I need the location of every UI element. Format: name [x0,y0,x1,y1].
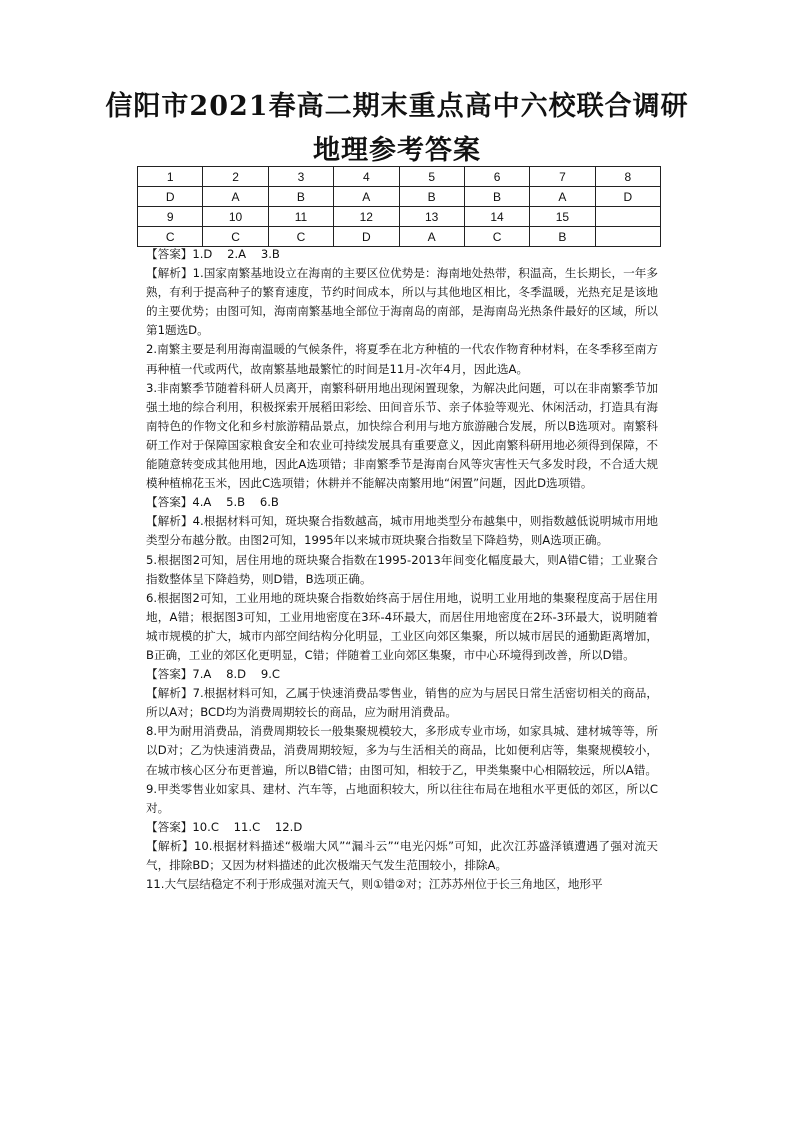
question-number-cell: 15 [530,207,595,227]
answer-cell: B [464,187,529,207]
answer-row [138,187,661,207]
question-number-cell: 14 [464,207,529,227]
document-subtitle: 地理参考答案 [313,135,481,166]
question-number-row [138,207,661,227]
answer-cell: B [530,227,595,247]
explanation-paragraph: 【解析】4.根据材料可知，斑块聚合指数越高，城市用地类型分布越集中，则指数越低说明城市用地类型分布越分散。由图2可知，1995年以来城市斑块聚合指数呈下降趋势，则A选项正确。 [146,514,658,548]
question-number-cell: 11 [268,207,333,227]
answer-cell: A [203,187,268,207]
explanation-paragraph: 6.根据图2可知，工业用地的斑块聚合指数始终高于居住用地，说明工业用地的集聚程度高于居住用地，A错；根据图3可知，工业用地密度在3环-4环最大，而居住用地密度在2环-3环最大，说明随着城市规模的扩大，城市内部空间结构分化明显，工业区向郊区集聚，所以城市居民的通勤距离增加，B正确，工业的郊区化更明显，C错；伴随着工业向郊区集聚，市中心环境得到改善，所以D错。 [146,590,658,662]
answer-table [137,166,661,247]
explanation-paragraph: 3.非南繁季节随着科研人员离开，南繁科研用地出现闲置现象，为解决此问题，可以在非南繁季节加强土地的综合利用，积极探索开展稻田彩绘、田间音乐节、亲子体验等观光、休闲活动，打造具有海南特色的作物文化和乡村旅游精品景点，加快综合利用与地方旅游融合发展，所以B选项对。南繁科研工作对于保障国家粮食安全和农业可持续发展具有重要意义，因此南繁科研用地必须得到保障，不能随意转变成其他用地，因此A选项错；非南繁季节是海南台风等灾害性天气多发时段，不合适大规模种植棉花玉米，因此C选项错；休耕并不能解决南繁用地“闲置”问题，因此D选项错。 [146,380,658,491]
explanation-paragraph: 5.根据图2可知，居住用地的斑块聚合指数在1995-2013年间变化幅度最大，则A错C错；工业聚合指数整体呈下降趋势，则D错，B选项正确。 [146,552,658,586]
explanation-paragraph: 【解析】7.根据材料可知，乙属于快速消费品零售业，销售的应为与居民日常生活密切相关的商品，所以A对；BCD均为消费周期较长的商品，应为耐用消费品。 [146,686,658,720]
question-number-cell: 5 [399,167,464,187]
explanation-paragraph: 【解析】1.国家南繁基地设立在海南的主要区位优势是：海南地处热带，积温高，生长期长，一年多熟，有利于提高种子的繁育速度，节约时间成本，所以与其他地区相比，冬季温暖，光热充足是该地的主要优势；由图可知，海南南繁基地全部位于海南岛的南部，是海南岛光热条件最好的区域，所以第1题选D。 [146,266,658,338]
question-number-cell: 9 [138,207,203,227]
answer-cell: A [399,227,464,247]
answer-cell: A [334,187,399,207]
answer-cell: C [203,227,268,247]
answer-row [138,227,661,247]
question-number-cell [595,207,660,227]
answer-cell: B [399,187,464,207]
question-number-cell: 3 [268,167,333,187]
question-number-cell: 13 [399,207,464,227]
explanation-paragraph: 9.甲类零售业如家具、建材、汽车等，占地面积较大，所以往往布局在地租水平更低的郊区，所以C对。 [146,781,658,815]
question-number-cell: 6 [464,167,529,187]
answer-cell: A [530,187,595,207]
explanation-body [146,245,658,894]
answer-cell: C [464,227,529,247]
answer-cell: B [268,187,333,207]
question-number-cell: 2 [203,167,268,187]
question-number-cell: 10 [203,207,268,227]
answer-key-line: 【答案】4.A 5.B 6.B [146,495,279,510]
explanation-paragraph: 8.甲为耐用消费品，消费周期较长一般集聚规模较大，多形成专业市场，如家具城、建材城等等，所以D对；乙为快速消费品，消费周期较短，多为与生活相关的商品，比如便利店等，集聚规模较小，在城市核心区分布更普遍，所以B错C错；由图可知，相较于乙，甲类集聚中心相隔较远，所以A错。 [146,724,658,777]
document-title: 信阳市2021春高二期末重点高中六校联合调研 [105,91,689,122]
question-number-row [138,167,661,187]
question-number-cell: 8 [595,167,660,187]
answer-cell: C [138,227,203,247]
question-number-cell: 12 [334,207,399,227]
answer-cell: D [334,227,399,247]
explanation-paragraph: 11.大气层结稳定不利于形成强对流天气，则①错②对；江苏苏州位于长三角地区，地形平 [146,877,603,892]
explanation-paragraph: 【解析】10.根据材料描述“极端大风”“漏斗云”“电光闪烁”可知，此次江苏盛泽镇遭遇了强对流天气，排除BD；又因为材料描述的此次极端天气发生范围较小，排除A。 [146,838,658,872]
answer-key-line: 【答案】1.D 2.A 3.B [146,247,280,261]
explanation-paragraph: 2.南繁主要是利用海南温暖的气候条件，将夏季在北方种植的一代农作物育种材料，在冬季移至南方再种植一代或两代，故南繁基地最繁忙的时间是11月-次年4月，因此选A。 [146,342,658,376]
answer-key-line: 【答案】10.C 11.C 12.D [146,819,303,834]
answer-cell [595,227,660,247]
question-number-cell: 7 [530,167,595,187]
answer-cell: D [138,187,203,207]
question-number-cell: 1 [138,167,203,187]
answer-key-line: 【答案】7.A 8.D 9.C [146,667,280,682]
answer-cell: D [595,187,660,207]
answer-cell: C [268,227,333,247]
question-number-cell: 4 [334,167,399,187]
